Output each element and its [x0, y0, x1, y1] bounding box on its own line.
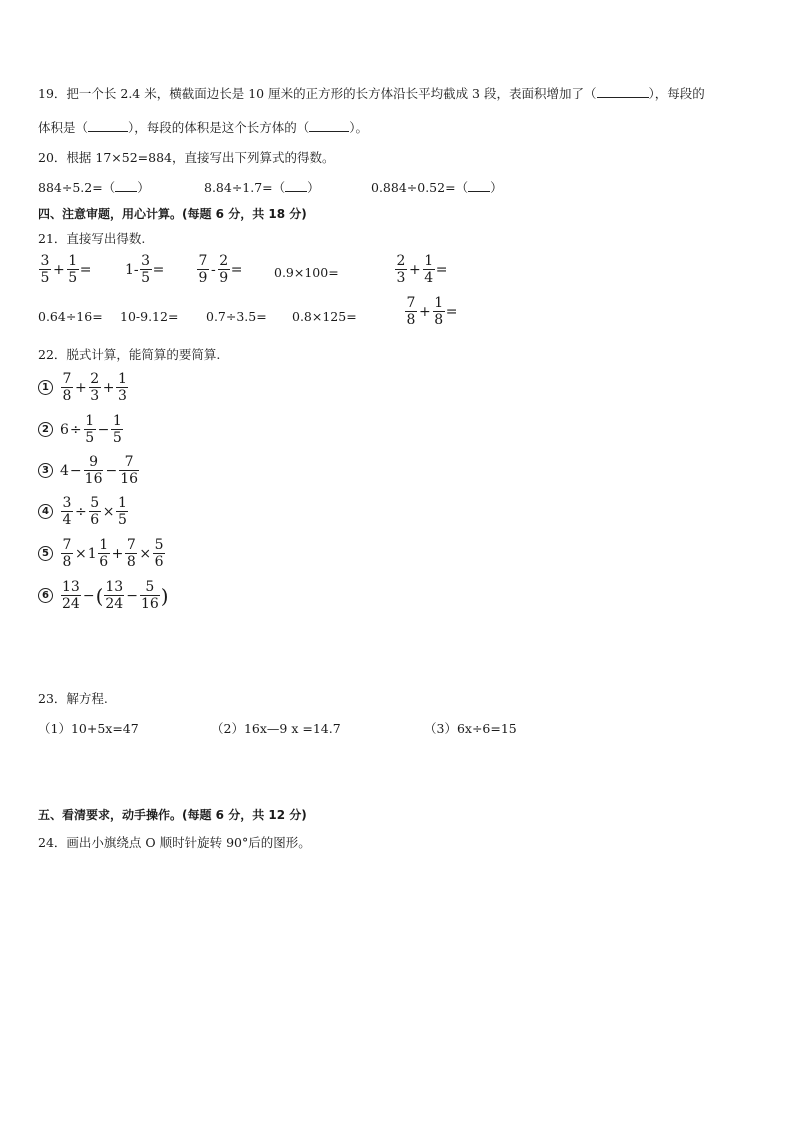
item-number-badge: 1 — [38, 380, 53, 395]
q21-title: 21．直接写出得数. — [38, 231, 146, 246]
q21-expr-4: 0.9×100= — [274, 265, 339, 280]
answer-blank[interactable] — [88, 120, 128, 132]
q19-line1: 19．把一个长 2.4 米，横截面边长是 10 厘米的正方形的长方体沿长平均截成 3 段，表面积增加了（ ），每段的 — [38, 86, 705, 101]
q19-line2: 体积是（ ），每段的体积是这个长方体的（ ）。 — [38, 120, 369, 135]
q22-expr-4: 4 $\frac{3}{4}$ ÷ $\frac{5}{6}$ × $\frac{1}{5}$ — [38, 496, 129, 527]
q20-title: 20．根据 17×52=884，直接写出下列算式的得数。 — [38, 150, 335, 165]
item-number-badge: 6 — [38, 588, 53, 603]
section-4-heading: 四、注意审题，用心计算。(每题 6 分，共 18 分) — [38, 207, 307, 221]
answer-blank[interactable] — [597, 86, 649, 98]
item-number-badge: 3 — [38, 463, 53, 478]
answer-blank[interactable] — [309, 120, 349, 132]
q20-item-2: 8.84÷1.7=（ ） — [204, 180, 320, 195]
q21-expr-9: 0.8×125= — [292, 309, 357, 324]
q22-title: 22．脱式计算，能简算的要简算. — [38, 347, 221, 362]
q21-expr-6: 0.64÷16= — [38, 309, 103, 324]
answer-blank[interactable] — [285, 180, 307, 192]
q21-expr-2: 1- $\frac{3}{5}$ = — [125, 253, 165, 286]
q21-expr-5: $\frac{2}{3}$ + $\frac{1}{4}$ = — [396, 253, 448, 286]
q21-expr-8: 0.7÷3.5= — [206, 309, 267, 324]
item-number-badge: 2 — [38, 422, 53, 437]
q23-equation-2: （2）16x—9 x =14.7 — [211, 721, 341, 736]
q21-expr-1: $\frac{3}{5}$ + $\frac{1}{5}$ = — [40, 253, 92, 286]
q22-expr-6: 6 $\frac{13}{24}$ − ( $\frac{13}{24}$ − $\frac{5}{16}$ ) — [38, 580, 169, 611]
q21-expr-10: $\frac{7}{8}$ + $\frac{1}{8}$ = — [406, 295, 458, 328]
q23-title: 23．解方程. — [38, 691, 108, 706]
q20-item-1: 884÷5.2=（ ） — [38, 180, 150, 195]
q22-expr-2: 2 6 ÷ $\frac{1}{5}$ − $\frac{1}{5}$ — [38, 414, 124, 445]
q24-title: 24．画出小旗绕点 O 顺时针旋转 90°后的图形。 — [38, 835, 311, 850]
q22-expr-3: 3 4 − $\frac{9}{16}$ − $\frac{7}{16}$ — [38, 455, 140, 486]
answer-blank[interactable] — [468, 180, 490, 192]
q22-expr-5: 5 $\frac{7}{8}$ × 1 $\frac{1}{6}$ + $\frac{7}{8}$ × $\frac{5}{6}$ — [38, 538, 166, 569]
section-5-heading: 五、看清要求，动手操作。(每题 6 分，共 12 分) — [38, 808, 307, 822]
q21-expr-3: $\frac{7}{9}$ - $\frac{2}{9}$ = — [198, 253, 243, 286]
q22-expr-1: 1 $\frac{7}{8}$ + $\frac{2}{3}$ + $\frac{1}{3}$ — [38, 372, 129, 403]
q23-equation-1: （1）10+5x=47 — [38, 721, 139, 736]
answer-blank[interactable] — [115, 180, 137, 192]
q20-item-3: 0.884÷0.52=（ ） — [371, 180, 503, 195]
item-number-badge: 4 — [38, 504, 53, 519]
item-number-badge: 5 — [38, 546, 53, 561]
q21-expr-7: 10-9.12= — [120, 309, 179, 324]
q23-equation-3: （3）6x÷6=15 — [424, 721, 517, 736]
